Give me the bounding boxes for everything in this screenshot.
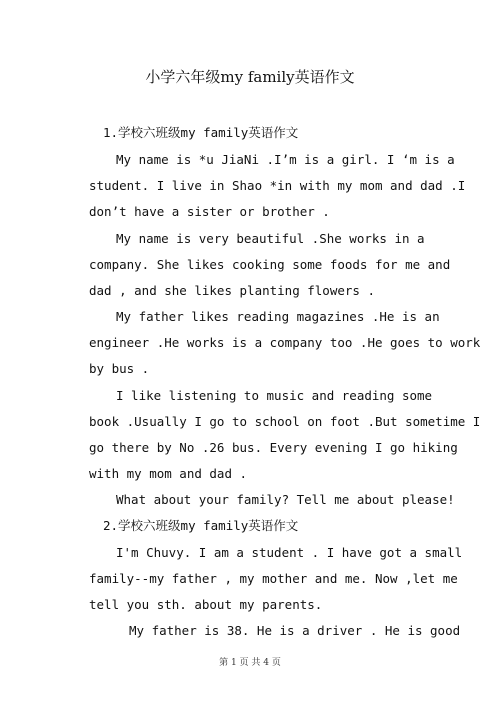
text-line: company. She likes cooking some foods for me and (89, 257, 451, 272)
document-title: 小学六年级my family英语作文 (145, 68, 355, 86)
text-line: What about your family? Tell me about please! (116, 492, 455, 507)
text-line: family--my father , my mother and me. Now ,let me (89, 571, 458, 586)
text-line: tell you sth. about my parents. (89, 597, 323, 612)
text-line: My name is *u JiaNi .I’m is a girl. I ‘m is a (116, 152, 455, 167)
text-line: by bus . (89, 361, 150, 376)
text-line: don’t have a sister or brother . (89, 204, 330, 219)
section-heading: 1.学校六班级my family英语作文 (103, 125, 299, 140)
text-line: go there by No .26 bus. Every evening I go hiking (89, 440, 458, 455)
text-line: My father likes reading magazines .He is an (116, 309, 440, 324)
text-line: I'm Chuvy. I am a student . I have got a small (116, 545, 463, 560)
text-line: I like listening to music and reading some (116, 388, 433, 403)
text-line: dad , and she likes planting flowers . (89, 283, 375, 298)
page-number-footer: 第 1 页 共 4 页 (219, 658, 281, 668)
text-line: My name is very beautiful .She works in a (116, 231, 425, 246)
section-heading: 2.学校六班级my family英语作文 (103, 518, 299, 533)
text-line: book .Usually I go to school on foot .But sometime I (89, 414, 481, 429)
text-line: engineer .He works is a company too .He goes to work (89, 335, 481, 350)
text-line: student. I live in Shao *in with my mom and dad .I (89, 178, 466, 193)
text-line: My father is 38. He is a driver . He is good (129, 623, 461, 638)
text-line: with my mom and dad . (89, 466, 248, 481)
